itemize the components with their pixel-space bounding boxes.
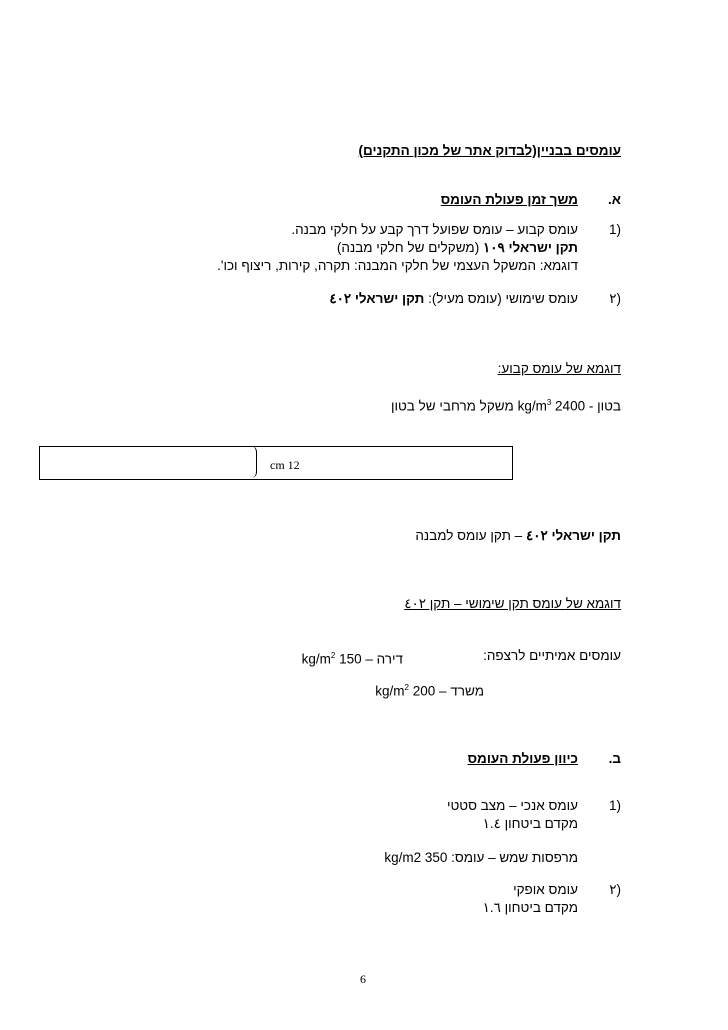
vertical-safety-factor: מקדם ביטחון ١.٤ xyxy=(482,816,578,831)
apartment-label: דירה – xyxy=(361,651,403,667)
real-loads-label: עומסים אמיתיים לרצפה: xyxy=(483,648,621,663)
section-a-marker: א. xyxy=(608,192,621,207)
fixed-load-standard xyxy=(337,239,578,257)
sun-balcony-load: מרפסות שמש – עומס: 350 kg/m2 xyxy=(384,850,578,865)
office-load xyxy=(375,680,484,700)
fixed-example-heading: דוגמא של עומס קבוע: xyxy=(497,361,621,376)
usage-load-text: עומס שימושי (עומס מעיל): xyxy=(424,291,578,306)
section-b-item2-marker: (٢ xyxy=(609,882,621,897)
section-b-marker: ב. xyxy=(608,751,621,766)
concrete-value: $kg/m^3$ 2400 xyxy=(517,398,586,414)
apartment-value: $kg/m^2$ 150 xyxy=(301,651,362,667)
section-b-heading: כיוון פעולת העומס xyxy=(467,751,578,766)
concrete-label: בטון - xyxy=(585,398,621,414)
section-b-item1-marker: (1 xyxy=(608,798,621,813)
section-a-item1-marker: (1 xyxy=(608,222,621,237)
fixed-load-example: דוגמא: המשקל העצמי של חלקי המבנה: תקרה, קירות, ריצוף וכו'. xyxy=(217,258,578,273)
usage-load-standard: תקן ישראלי ٤٠٢ xyxy=(329,291,425,306)
fixed-load-standard-desc: (משקלים של חלקי מבנה) xyxy=(336,240,483,255)
standard-402-name: תקן ישראלי ٤٠٢ xyxy=(525,528,621,543)
usage-load-definition xyxy=(329,290,578,308)
fixed-load-standard-name: תקן ישראלי ١٠٩ xyxy=(482,240,578,255)
apartment-load xyxy=(302,648,403,668)
slab-brace xyxy=(246,446,257,478)
concrete-density-line xyxy=(391,395,621,415)
page-title: עומסים בבניין(לבדוק אתר של מכון התקנים) xyxy=(358,143,621,158)
usage-example-heading: דוגמא של עומס תקן שימושי – תקן ٤٠٢ xyxy=(404,596,621,611)
horizontal-load-line: עומס אופקי xyxy=(513,882,578,897)
office-value: $kg/m^2$ 200 xyxy=(375,683,436,699)
standard-402-line xyxy=(415,528,621,544)
section-a-heading: משך זמן פעולת העומס xyxy=(440,192,578,207)
concrete-desc: משקל מרחבי של בטון xyxy=(390,398,514,414)
page-number: 6 xyxy=(360,972,366,986)
fixed-load-definition: עומס קבוע – עומס שפועל דרך קבע על חלקי מבנה. xyxy=(291,222,578,237)
vertical-load-line: עומס אנכי – מצב סטטי xyxy=(446,798,578,813)
horizontal-safety-factor: מקדם ביטחון ١.٦ xyxy=(482,900,578,915)
slab-thickness-label: cm 12 xyxy=(270,458,300,472)
office-label: משרד – xyxy=(435,683,484,699)
standard-402-desc: – תקן עומס למבנה xyxy=(415,528,526,543)
section-a-item2-marker: (٢ xyxy=(609,291,621,306)
